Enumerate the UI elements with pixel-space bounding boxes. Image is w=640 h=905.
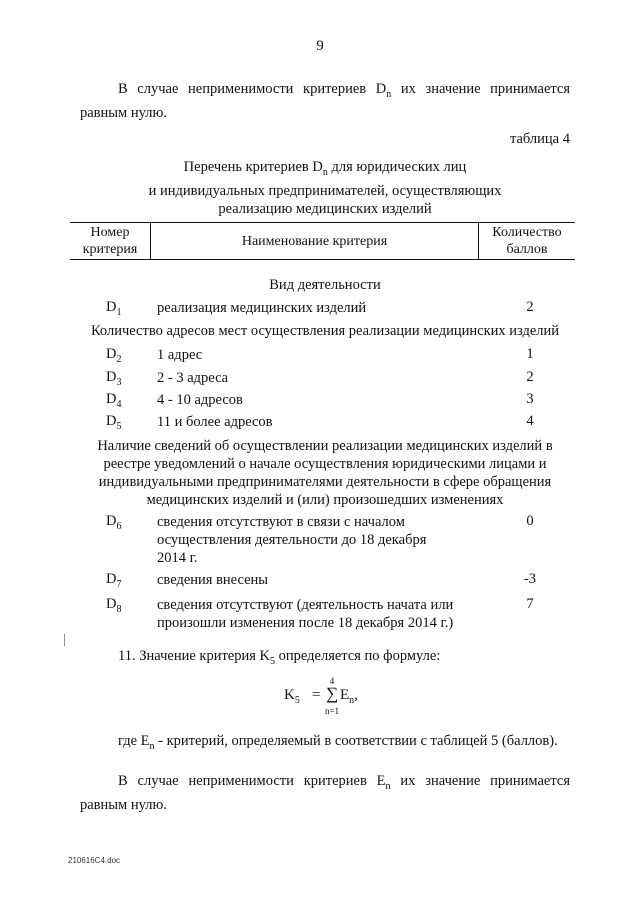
criterion-name: 11 и более адресов [157,414,273,430]
formula-upper-limit: 4 [329,676,335,686]
formula-lhs: $K_5$ [284,687,300,706]
table-title-line-1-tail: для юридических лиц [327,159,467,175]
criterion-name: 1 адрес [157,347,203,363]
margin-mark [64,634,65,646]
intro-paragraph [80,80,570,122]
header-number [70,224,150,258]
criterion-code: $D_5$ [106,413,122,432]
page-number: 9 [316,38,324,54]
criterion-name-line: сведения отсутствуют (деятельность начата или [157,597,454,613]
criterion-score: 7 [526,596,534,612]
criterion-score: 2 [526,299,534,315]
item-11-sub: 5 [270,655,276,667]
section-title-activity: Вид деятельности [269,277,381,293]
header-score [479,224,575,258]
header-score-line-2: баллов [506,242,548,257]
header-name: Наименование критерия [241,234,388,249]
criterion-name-line: произошли изменения после 18 декабря 2014 г.) [157,615,454,631]
table-title-sub: n [322,166,328,178]
intro-text-before: В случае неприменимости критериев D [118,81,387,97]
table-title-line-3: реализацию медицинских изделий [218,200,432,217]
criterion-score: 2 [526,369,534,385]
criterion-code: $D_6$ [106,513,122,532]
outro-sub: n [385,780,391,792]
header-number-line-2: критерия [82,242,138,257]
section-title-line: индивидуальными предпринимателями деятельности в сфере обращения [98,474,552,490]
intro-sub: n [386,88,392,100]
criterion-name-line: осуществления деятельности до 18 декабря [157,532,427,548]
criterion-name: 2 - 3 адреса [157,370,229,386]
header-score-line-1: Количество [492,225,562,240]
item-11-text-after: определяется по формуле: [275,648,441,664]
section-title-line: Наличие сведений об осуществлении реализации медицинских изделий в [97,438,553,454]
item-11-text-before: 11. Значение критерия K [118,648,271,664]
criterion-name-line: сведения отсутствуют в связи с началом [157,514,405,530]
where-text-after: - критерий, определяемый в соответствии с таблицей 5 (баллов). [154,733,558,749]
formula-lower-limit: n=1 [324,706,340,716]
where-paragraph [80,732,570,756]
header-number-line-1: Номер [90,225,130,240]
table-label: таблица 4 [509,131,570,147]
footer-filename: 210616C4.doc [68,856,121,865]
formula [284,676,404,716]
formula-term: $E_n$, [340,687,358,706]
criterion-code: $D_3$ [106,369,122,388]
item-11-paragraph [80,647,570,671]
criterion-name [157,596,497,632]
criterion-name: сведения внесены [157,572,269,588]
criterion-code: $D_8$ [106,596,122,615]
section-title-registry [70,437,580,509]
criterion-code: $D_2$ [106,346,122,365]
criterion-name: реализация медицинских изделий [157,300,367,316]
where-text-before: где E [118,733,150,749]
criterion-score: 1 [526,346,534,362]
outro-text-before: В случае неприменимости критериев E [118,773,386,789]
section-title-line: реестре уведомлений о начале осуществления юридическими лицами и [103,456,547,472]
criterion-score: -3 [523,571,537,587]
intro-text-after: их значение принимается равным нулю. [80,81,570,121]
criterion-name-line: 2014 г. [157,550,198,566]
criterion-name: 4 - 10 адресов [157,392,243,408]
table-title [80,158,570,218]
criterion-code: $D_1$ [106,299,122,318]
header-bottom-border [70,259,575,260]
table-title-line-1: Перечень критериев D [183,159,323,175]
header-top-border [70,222,575,223]
criterion-code: $D_4$ [106,391,122,410]
criterion-score: 3 [526,391,534,407]
criterion-name [157,513,477,567]
formula-equals: = [312,687,321,703]
where-sub: n [149,740,155,752]
table-title-line-2: и индивидуальных предпринимателей, осуществляющих [148,182,502,199]
sigma-icon: ∑ [325,684,339,703]
criterion-code: $D_7$ [106,571,122,590]
criterion-score: 4 [526,413,534,429]
section-title-addresses: Количество адресов мест осуществления реализации медицинских изделий [90,323,560,339]
criterion-score: 0 [526,513,534,529]
section-title-line: медицинских изделий и (или) произошедших изменениях [146,492,504,508]
outro-paragraph [80,772,570,814]
outro-text-after: их значение принимается равным нулю. [80,773,570,813]
